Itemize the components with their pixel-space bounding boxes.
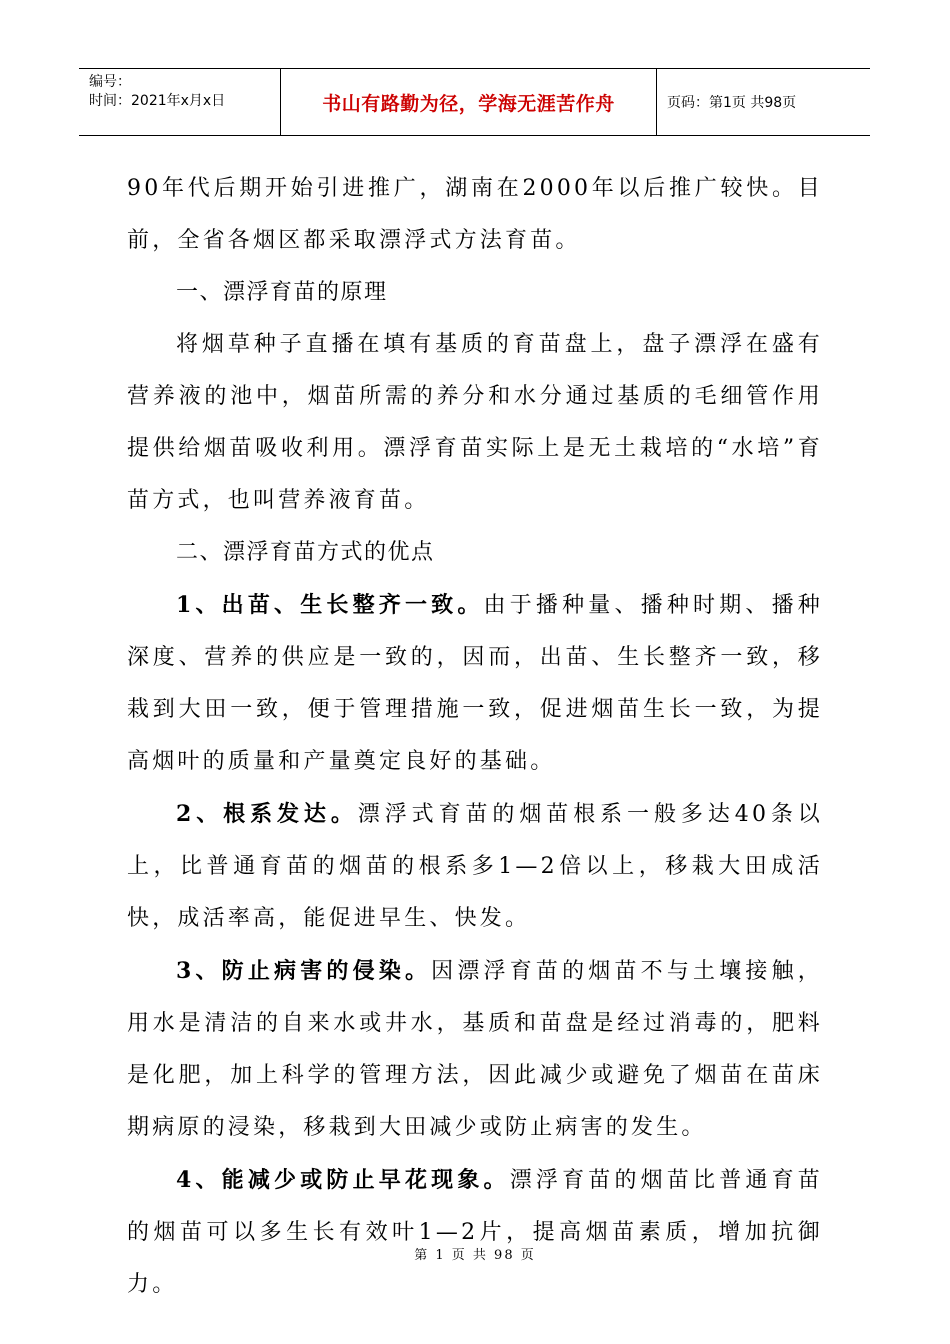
- advantage-3-title: 3、防止病害的侵染。: [176, 958, 432, 984]
- paragraph-advantage-4: 4、能减少或防止早花现象。漂浮育苗的烟苗比普通育苗的烟苗可以多生长有效叶1—2片，提高烟苗素质，增加抗御力。: [127, 1167, 823, 1297]
- paragraph-advantage-2: 2、根系发达。漂浮式育苗的烟苗根系一般多达40条以上，比普通育苗的烟苗的根系多1—2倍以上，移栽大田成活快，成活率高，能促进早生、快发。: [127, 801, 823, 931]
- page-header: [79, 68, 870, 136]
- page-label: 页码：第1页 共98页: [667, 95, 797, 111]
- paragraph-intro: 90年代后期开始引进推广，湖南在2000年以后推广较快。目前，全省各烟区都采取漂浮式方法育苗。: [127, 176, 823, 253]
- advantage-4-title: 4、能减少或防止早花现象。: [176, 1167, 510, 1193]
- advantage-1-title: 1、出苗、生长整齐一致。: [176, 592, 484, 618]
- page-footer: 第 1 页 共 98 页: [414, 1248, 536, 1263]
- paragraph-advantage-1: 1、出苗、生长整齐一致。由于播种量、播种时期、播种深度、营养的供应是一致的，因而，出苗、生长整齐一致，移栽到大田一致，便于管理措施一致，促进烟苗生长一致，为提高烟叶的质量和产量奠定良好的基础。: [127, 592, 823, 774]
- section-heading-advantages: 二、漂浮育苗方式的优点: [176, 540, 435, 565]
- advantage-2-title: 2、根系发达。: [176, 801, 358, 827]
- section-heading-principle: 一、漂浮育苗的原理: [176, 280, 388, 305]
- paragraph-advantage-3: 3、防止病害的侵染。因漂浮育苗的烟苗不与土壤接触，用水是清洁的自来水或井水，基质和苗盘是经过消毒的，肥料是化肥，加上科学的管理方法，因此减少或避免了烟苗在苗床期病原的浸染，移栽到大田减少或防止病害的发生。: [127, 958, 823, 1140]
- motto: 书山有路勤为径，学海无涯苦作舟: [281, 69, 657, 135]
- document-body: [127, 163, 823, 1311]
- number-label: 编号：: [89, 74, 131, 90]
- paragraph-principle: 将烟草种子直播在填有基质的育苗盘上，盘子漂浮在盛有营养液的池中，烟苗所需的养分和水分通过基质的毛细管作用提供给烟苗吸收利用。漂浮育苗实际上是无土栽培的“水培”育苗方式，也叫营养液育苗。: [127, 332, 823, 513]
- header-meta: [79, 69, 281, 135]
- date-label: 时间：2021年x月x日: [89, 93, 226, 109]
